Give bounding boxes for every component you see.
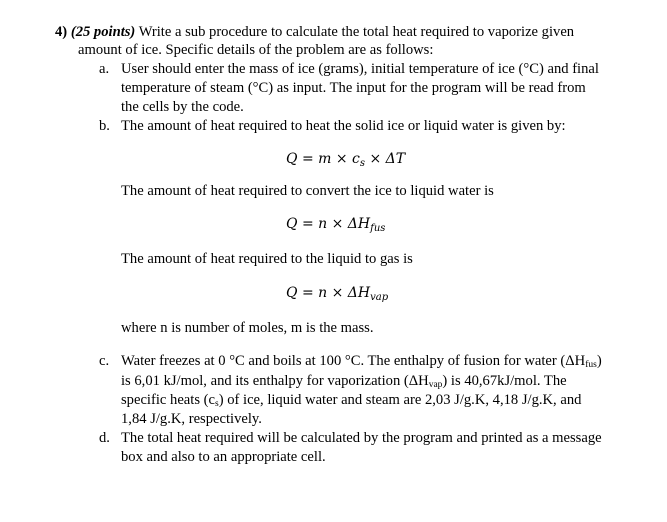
item-c-line3-text: specific heats (c bbox=[121, 392, 215, 408]
item-a-line2: temperature of steam (°C) as input. The input for the program will be read from bbox=[121, 80, 586, 96]
item-c-line1-sub: fus bbox=[585, 360, 597, 370]
eq3-times: × bbox=[331, 285, 344, 301]
eq1-delta: ΔT bbox=[385, 151, 406, 167]
item-d-line1: The total heat required will be calculated by the program and printed as a message bbox=[121, 430, 602, 446]
eq3-delta: ΔH bbox=[347, 285, 371, 301]
equation-fusion bbox=[286, 215, 385, 233]
item-c-line2-text: is 6,01 kJ/mol, and its enthalpy for vaporization (ΔH bbox=[121, 373, 429, 389]
eq1-times2: × bbox=[369, 151, 382, 167]
item-b-line1: The amount of heat required to heat the solid ice or liquid water is given by: bbox=[121, 118, 566, 134]
eq3-n: n bbox=[318, 285, 328, 301]
item-c-line3-post: ) of ice, liquid water and steam are 2,03 J/g.K, 4,18 J/g.K, and bbox=[218, 392, 582, 408]
item-d-line2: box and also to an appropriate cell. bbox=[121, 449, 326, 465]
item-b-text4: where n is number of moles, m is the mass. bbox=[121, 320, 374, 336]
eq3-equals: = bbox=[301, 285, 314, 301]
eq2-lhs: Q bbox=[286, 216, 298, 232]
item-d-marker: d. bbox=[99, 430, 110, 446]
item-c-line1-post: ) bbox=[596, 353, 602, 369]
question-intro-line1: Write a sub procedure to calculate the total heat required to vaporize given bbox=[138, 24, 575, 40]
item-c-line2-sub: vap bbox=[428, 380, 443, 390]
eq2-times: × bbox=[331, 216, 344, 232]
eq1-c: c bbox=[352, 151, 360, 167]
eq2-sub: fus bbox=[370, 223, 386, 234]
eq3-lhs: Q bbox=[286, 285, 298, 301]
eq1-m: m bbox=[318, 151, 332, 167]
item-c-line2 bbox=[121, 372, 567, 390]
eq2-n: n bbox=[318, 216, 328, 232]
item-a-line1: User should enter the mass of ice (grams), initial temperature of ice (°C) and final bbox=[121, 61, 599, 77]
eq1-equals: = bbox=[301, 151, 314, 167]
item-c-line3 bbox=[121, 391, 581, 409]
question-header-line1 bbox=[55, 23, 574, 41]
item-b-marker: b. bbox=[99, 118, 110, 134]
eq2-delta: ΔH bbox=[347, 216, 371, 232]
item-c-line4: 1,84 J/g.K, respectively. bbox=[121, 411, 262, 427]
eq1-times1: × bbox=[335, 151, 348, 167]
item-c-line1-text: Water freezes at 0 °C and boils at 100 °C. The enthalpy of fusion for water (ΔH bbox=[121, 353, 586, 369]
item-b-text2: The amount of heat required to convert the ice to liquid water is bbox=[121, 183, 494, 199]
equation-sensible-heat bbox=[286, 150, 405, 168]
eq1-lhs: Q bbox=[286, 151, 298, 167]
item-b-text3: The amount of heat required to the liquid to gas is bbox=[121, 251, 413, 267]
item-a-line3: the cells by the code. bbox=[121, 99, 244, 115]
item-a-marker: a. bbox=[99, 61, 110, 77]
item-c-line3-sub: s bbox=[215, 399, 219, 409]
question-number: 4) bbox=[55, 24, 68, 40]
eq3-sub: vap bbox=[370, 292, 389, 303]
question-points: (25 points) bbox=[70, 24, 136, 40]
equation-vaporization bbox=[286, 284, 388, 302]
item-c-line1 bbox=[121, 352, 602, 370]
eq2-equals: = bbox=[301, 216, 314, 232]
item-c-line2-post: ) is 40,67kJ/mol. The bbox=[442, 373, 567, 389]
question-intro-line2: amount of ice. Specific details of the problem are as follows: bbox=[78, 42, 434, 58]
item-c-marker: c. bbox=[99, 353, 110, 369]
eq1-c-sub: s bbox=[359, 158, 366, 169]
